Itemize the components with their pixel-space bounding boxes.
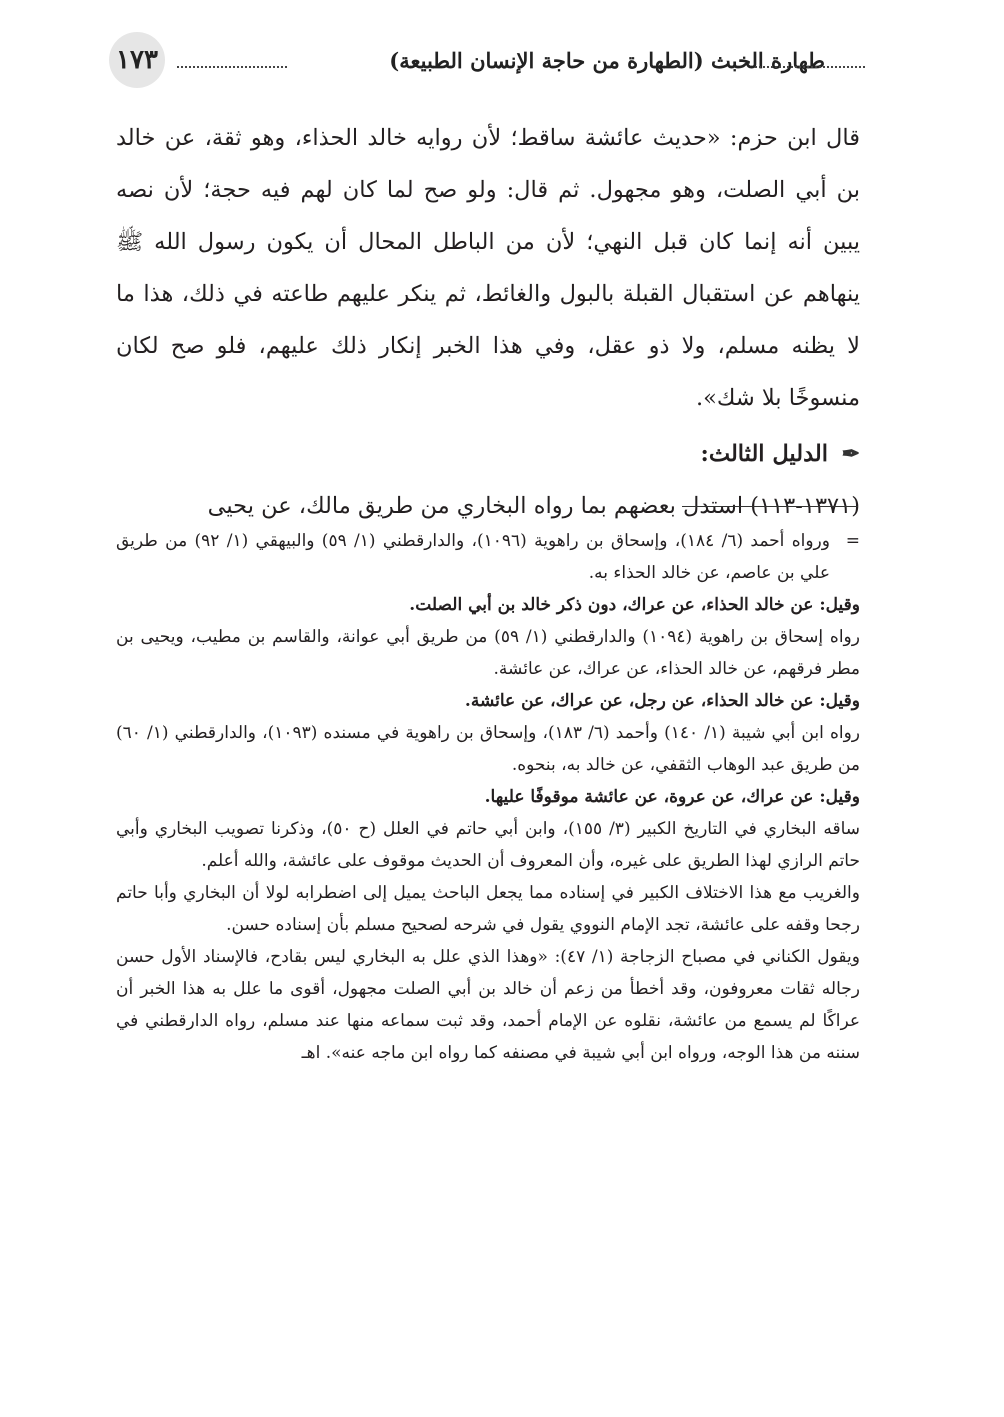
paragraph-ibn-hazm: قال ابن حزم: «حديث عائشة ساقط؛ لأن روايه خالد الحذاء، وهو ثقة، عن خالد بن أبي الصلت، وهو مجهول. ثم قال: ولو صح لما كان لهم فيه حجة؛ لأن نصه يبين أنه إنما كان قبل النهي؛ لأن من الباطل المحال أن يكون رسول الله ﷺ ينهاهم عن استقبال القبلة بالبول والغائط، ثم ينكر عليهم طاعته في ذلك، هذا ما لا يظنه مسلم، ولا ذو عقل، وفي هذا الخبر إنكار ذلك عليهم، فلو صح لكان منسوخًا بلا شك».: [116, 125, 860, 411]
section-heading: [116, 428, 860, 480]
footnote-line: وقيل: عن خالد الحذاء، عن رجل، عن عراك، عن عائشة.: [464, 691, 860, 711]
footnote-line: ساقه البخاري في التاريخ الكبير (٣/ ١٥٥)، وابن أبي حاتم في العلل (ح ٥٠)، وذكرنا تصويب البخاري وأبي حاتم الرازي لهذا الطريق على غيره، وأن المعروف أن الحديث موقوف على عائشة، والله أعلم.: [116, 819, 860, 871]
ornament-icon: ✒: [841, 441, 860, 467]
footnote-line: وقيل: عن خالد الحذاء، عن عراك، دون ذكر خالد بن أبي الصلت.: [409, 595, 860, 615]
page-number: ١٧٣: [109, 32, 165, 88]
header-title: طهارة الخبث (الطهارة من حاجة الإنسان الطبيعة): [389, 48, 825, 73]
running-header: [105, 30, 865, 96]
footnote-line: وقيل: عن عراك، عن عروة، عن عائشة موقوفًا عليها.: [484, 787, 860, 807]
footnote-line: ويقول الكناني في مصباح الزجاجة (١/ ٤٧): «وهذا الذي علل به البخاري ليس بقادح، فالإسناد الأول حسن رجاله ثقات معروفون، وقد أخطأ من زعم أن خالد بن أبي الصلت مجهول، أقوى ما علل به هذا الخبر أن عراكًا لم يسمع من عائشة، نقلوه عن الإمام أحمد، وقد ثبت سماعه منها عند مسلم، رواه الدارقطني في سننه من هذا الوجه، ورواه ابن أبي شيبة في مصنفه كما رواه ابن ماجه عنه». اهـ: [116, 947, 860, 1063]
footnote-continued-mark: =: [845, 531, 860, 551]
footnote-line: رواه ابن أبي شيبة (١/ ١٤٠) وأحمد (٦/ ١٨٣)، وإسحاق بن راهوية في مسنده (١٠٩٣)، والدارقطني (١/ ٦٠) من طريق عبد الوهاب الثقفي، عن خالد به، بنحوه.: [116, 723, 860, 775]
footnote-line: ورواه أحمد (٦/ ١٨٤)، وإسحاق بن راهوية (١٠٩٦)، والدارقطني (١/ ٥٩) والبيهقي (١/ ٩٢) من طريق علي بن عاصم، عن خالد الحذاء به.: [116, 531, 830, 583]
header-dotted-leader-right: [755, 48, 865, 68]
section-heading-text: الدليل الثالث:: [700, 441, 828, 467]
footnotes: [116, 525, 860, 1069]
footnote-separator: [682, 506, 858, 507]
paragraph-hadith-1371: (١٣٧١-١١٣) استدل بعضهم بما رواه البخاري من طريق مالك، عن يحيى: [207, 493, 860, 519]
footnote-line: والغريب مع هذا الاختلاف الكبير في إسناده مما يجعل الباحث يميل إلى اضطرابه لولا أن البخاري وأبا حاتم رجحا وقفه على عائشة، تجد الإمام النووي يقول في شرحه لصحيح مسلم بأن إسناده حسن.: [116, 883, 860, 935]
header-dotted-leader-left: [177, 48, 287, 68]
footnote-line: رواه إسحاق بن راهوية (١٠٩٤) والدارقطني (١/ ٥٩) من طريق أبي عوانة، والقاسم بن مطيب، ويحيى بن مطر فرقهم، عن خالد الحذاء، عن عراك، عن عائشة.: [116, 627, 860, 679]
main-text: [116, 112, 860, 532]
